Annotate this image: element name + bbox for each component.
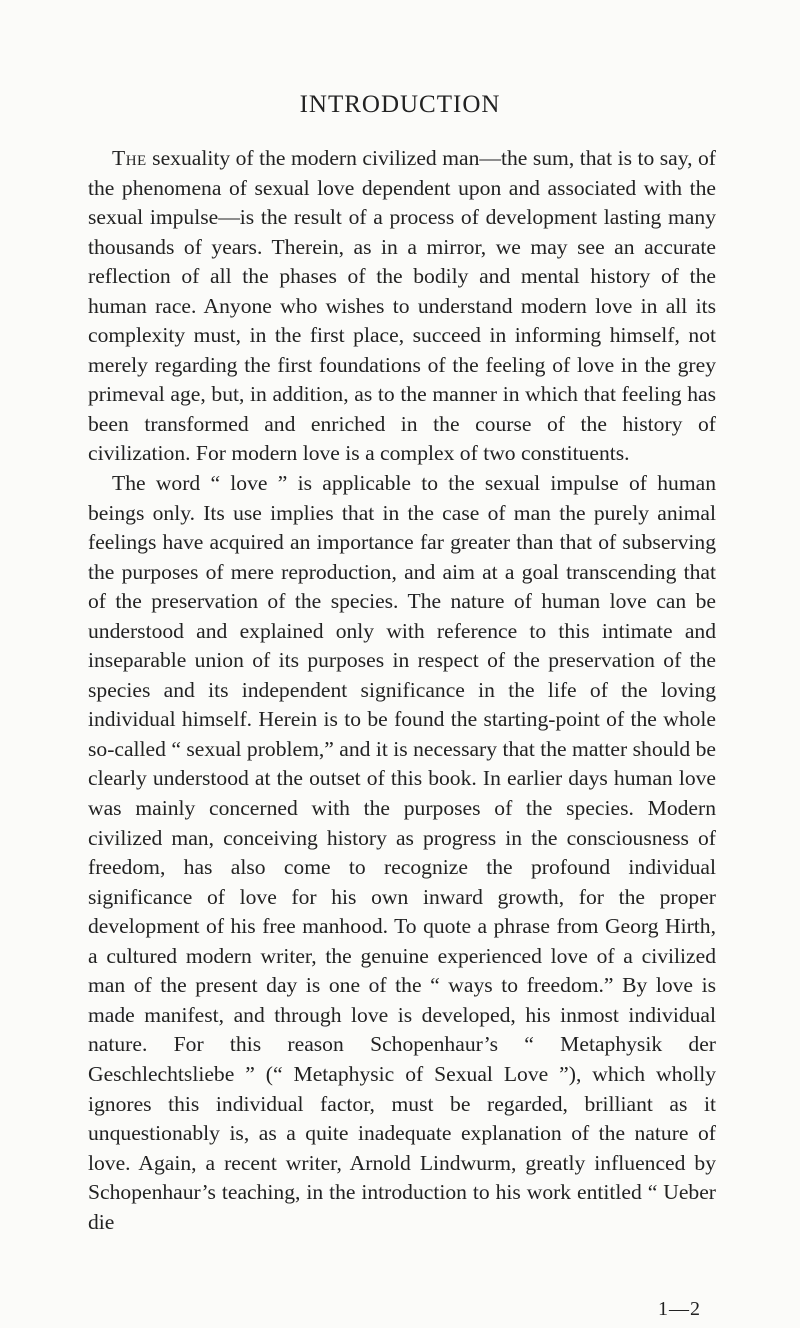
- paragraph-lead-word: The: [112, 146, 147, 170]
- printer-signature-mark: 1—2: [658, 1298, 701, 1320]
- body-text: [88, 144, 716, 1237]
- paragraph-1-text: sexuality of the modern civilized man—the sum, that is to say, of the phenomena of sexual love dependent upon and associated with the sexual impulse—is the result of a process of development lasting many thousands of years. Therein, as in a mirror, we may see an accurate reflection of all the phases of the bodily and mental history of the human race. Anyone who wishes to understand modern love in all its complexity must, in the first place, succeed in informing himself, not merely regarding the first foundations of the feeling of love in the grey primeval age, but, in addition, as to the manner in which that feeling has been transformed and enriched in the course of the history of civilization. For modern love is a complex of two constituents.: [88, 146, 716, 466]
- chapter-heading: INTRODUCTION: [299, 91, 501, 118]
- paragraph-1: [88, 144, 716, 469]
- paragraph-2: The word “ love ” is applicable to the sexual impulse of human beings only. Its use implies that in the case of man the purely animal feelings have acquired an importance far greater than that of subserving the purposes of mere reproduction, and aim at a goal transcending that of the preservation of the species. The nature of human love can be understood and explained only with reference to this intimate and inseparable union of its purposes in respect of the preservation of the species and its independent significance in the life of the loving individual himself. Herein is to be found the starting-point of the whole so-called “ sexual problem,” and it is necessary that the matter should be clearly understood at the outset of this book. In earlier days human love was mainly concerned with the purposes of the species. Modern civilized man, conceiving history as progress in the consciousness of freedom, has also come to recognize the profound individual significance of love for his own inward growth, for the proper development of his free manhood. To quote a phrase from Georg Hirth, a cultured modern writer, the genuine experienced love of a civilized man of the present day is one of the “ ways to freedom.” By love is made manifest, and through love is developed, his inmost individual nature. For this reason Schopenhaur’s “ Metaphysik der Geschlechtsliebe ” (“ Metaphysic of Sexual Love ”), which wholly ignores this individual factor, must be regarded, brilliant as it unquestionably is, as a quite inadequate explanation of the nature of love. Again, a recent writer, Arnold Lindwurm, greatly influenced by Schopenhaur’s teaching, in the introduction to his work entitled “ Ueber die: [88, 471, 716, 1234]
